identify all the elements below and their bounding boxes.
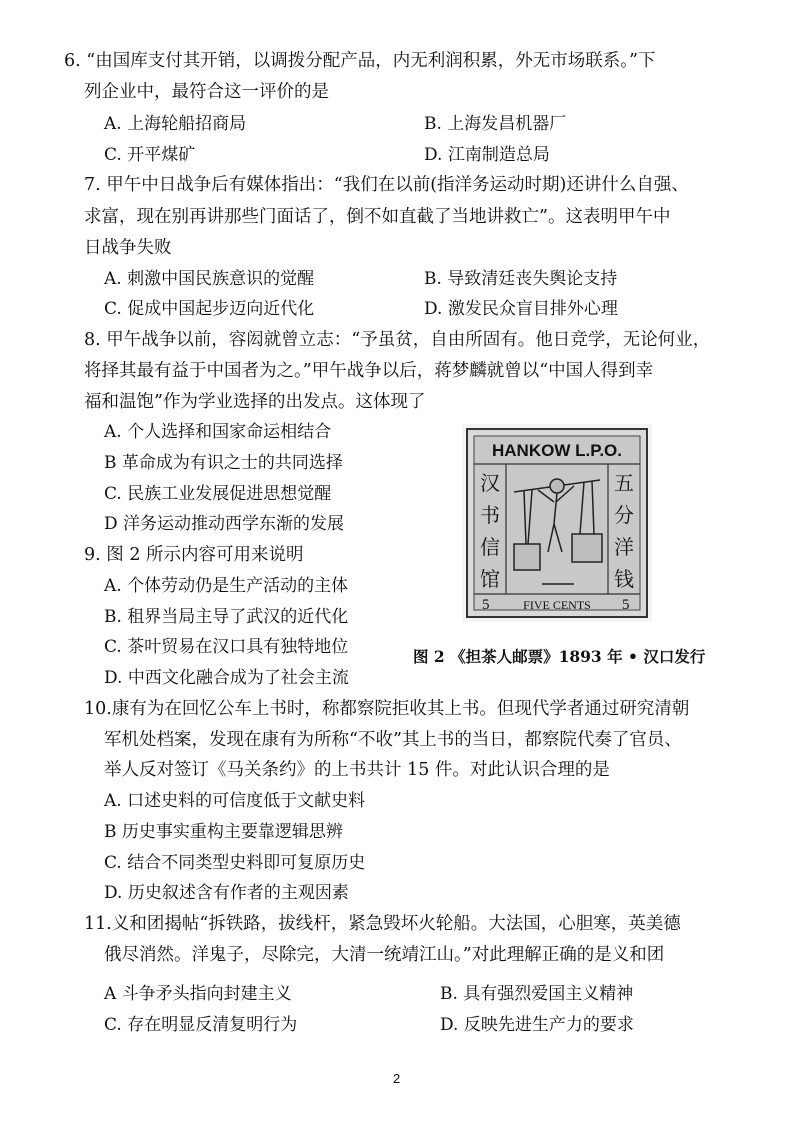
q9-option-a: A. 个体劳动仍是生产活动的主体 bbox=[104, 576, 349, 596]
q6-option-d: D. 江南制造总局 bbox=[424, 145, 550, 165]
q7-stem-line1: 7. 甲午中日战争后有媒体指出：“我们在以前(指洋务运动时期)还讲什么自强、 bbox=[84, 175, 689, 195]
q6-stem-line2: 列企业中，最符合这一评价的是 bbox=[84, 82, 329, 102]
q8-stem-line3: 福和温饱”作为学业选择的出发点。这体现了 bbox=[84, 392, 426, 412]
figure-caption: 图 2 《担茶人邮票》1893 年 • 汉口发行 bbox=[413, 647, 706, 666]
q11-stem-line2: 俄尽消然。洋鬼子，尽除完，大清一统靖江山。”对此理解正确的是义和团 bbox=[104, 945, 665, 965]
q11-option-a: A 斗争矛头指向封建主义 bbox=[104, 984, 292, 1004]
q10-option-a: A. 口述史料的可信度低于文献史料 bbox=[104, 791, 366, 811]
q9-option-b: B. 租界当局主导了武汉的近代化 bbox=[104, 607, 349, 627]
stamp-corner-left: 5 bbox=[482, 597, 490, 613]
stamp-illustration bbox=[462, 424, 652, 622]
page-number: 2 bbox=[393, 1071, 401, 1086]
q9-stem-line1: 9. 图 2 所示内容可用来说明 bbox=[84, 545, 304, 565]
q6-option-c: C. 开平煤矿 bbox=[104, 145, 196, 165]
q6-stem-line1: 6. “由国库支付其开销，以调拨分配产品，内无利润积累，外无市场联系。”下 bbox=[64, 51, 656, 71]
q10-option-b: B 历史事实重构主要靠逻辑思辨 bbox=[104, 822, 343, 842]
q10-stem-line2: 军机处档案，发现在康有为所称“不收”其上书的当日，都察院代奏了官员、 bbox=[104, 730, 682, 750]
stamp-left-char-2: 书 bbox=[480, 503, 500, 527]
q7-option-d: D. 激发民众盲目排外心理 bbox=[424, 299, 618, 319]
stamp-top-text: HANKOW L.P.O. bbox=[491, 441, 623, 460]
q8-stem-line2: 将择其最有益于中国者为之。”甲午战争以后，蒋梦麟就曾以“中国人得到幸 bbox=[84, 361, 654, 381]
stamp-left-char-3: 信 bbox=[480, 535, 500, 559]
q10-stem-line1: 10.康有为在回忆公车上书时，称都察院拒收其上书。但现代学者通过研究清朝 bbox=[84, 699, 690, 719]
q11-stem-line1: 11.义和团揭帖“拆铁路，拔线杆，紧急毁坏火轮船。大法国，心胆寒，英美德 bbox=[84, 914, 681, 934]
q9-option-d: D. 中西文化融合成为了社会主流 bbox=[104, 668, 349, 688]
q9-option-c: C. 茶叶贸易在汉口具有独特地位 bbox=[104, 637, 349, 657]
q7-option-b: B. 导致清廷丧失舆论支持 bbox=[424, 269, 618, 289]
q10-stem-line3: 举人反对签订《马关条约》的上书共计 15 件。对此认识合理的是 bbox=[104, 760, 610, 780]
q8-option-b: B 革命成为有识之士的共同选择 bbox=[104, 453, 343, 473]
stamp-right-char-2: 分 bbox=[614, 503, 634, 527]
q6-option-b: B. 上海发昌机器厂 bbox=[424, 114, 567, 134]
tea-porter-stamp-figure bbox=[462, 424, 652, 622]
q7-stem-line3: 日战争失败 bbox=[84, 238, 172, 258]
stamp-right-char-1: 五 bbox=[614, 471, 634, 495]
stamp-left-char-1: 汉 bbox=[480, 471, 500, 495]
q11-option-c: C. 存在明显反清复明行为 bbox=[104, 1015, 298, 1035]
q6-option-a: A. 上海轮船招商局 bbox=[104, 114, 247, 134]
q8-option-a: A. 个人选择和国家命运相结合 bbox=[104, 422, 332, 442]
q7-option-a: A. 刺激中国民族意识的觉醒 bbox=[104, 269, 315, 289]
q11-option-b: B. 具有强烈爱国主义精神 bbox=[440, 984, 634, 1004]
q7-option-c: C. 促成中国起步迈向近代化 bbox=[104, 299, 315, 319]
q10-option-d: D. 历史叙述含有作者的主观因素 bbox=[104, 883, 349, 903]
stamp-left-char-4: 馆 bbox=[480, 567, 500, 591]
stamp-bottom-text: FIVE CENTS bbox=[523, 598, 591, 612]
q10-option-c: C. 结合不同类型史料即可复原历史 bbox=[104, 853, 366, 873]
q8-stem-line1: 8. 甲午战争以前，容闳就曾立志：“予虽贫，自由所固有。他日竞学，无论何业， bbox=[84, 330, 711, 350]
stamp-right-char-4: 钱 bbox=[614, 567, 634, 591]
q11-option-d: D. 反映先进生产力的要求 bbox=[440, 1015, 634, 1035]
q8-option-d: D 洋务运动推动西学东渐的发展 bbox=[104, 514, 345, 534]
stamp-corner-right: 5 bbox=[622, 597, 630, 613]
q8-option-c: C. 民族工业发展促进思想觉醒 bbox=[104, 484, 332, 504]
stamp-right-char-3: 洋 bbox=[614, 535, 634, 559]
q7-stem-line2: 求富，现在别再讲那些门面话了，倒不如直截了当地讲救亡”。这表明甲午中 bbox=[84, 207, 671, 227]
